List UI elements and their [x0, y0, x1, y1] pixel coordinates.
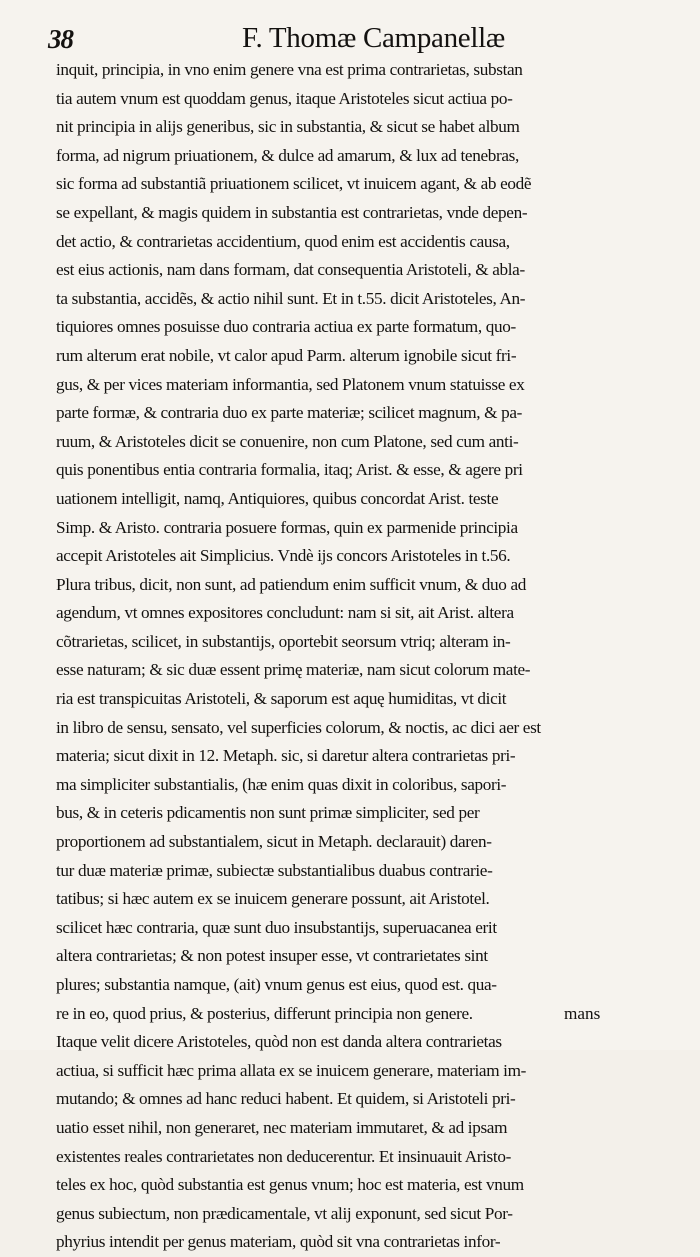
text-line: inquit, principia, in vno enim genere vna est prima contrarietas, substan	[56, 60, 523, 79]
text-line: nit principia in alijs generibus, sic in substantia, & sicut se habet album	[56, 117, 520, 137]
page-header	[48, 14, 628, 60]
text-line: sic forma ad substantiã priuationem scilicet, vt inuicem agant, & ab eodẽ	[56, 174, 532, 194]
text-line: Simp. & Aristo. contraria posuere formas, quin ex parmenide principia	[56, 517, 518, 537]
text-line: scilicet hæc contraria, quæ sunt duo insubstantijs, superuacanea erit	[56, 917, 497, 937]
text-line: in libro de sensu, sensato, vel superficies colorum, & noctis, ac dici aer est	[56, 717, 541, 737]
text-line: quis ponentibus entia contraria formalia, itaq; Arist. & esse, & agere pri	[56, 460, 523, 480]
text-line: altera contrarietas; & non potest insuper esse, vt contrarietates sint	[56, 946, 488, 966]
text-line: plures; substantia namque, (ait) vnum genus est eius, quod est. qua-	[56, 975, 497, 994]
text-line: actiua, si sufficit hæc prima allata ex se inuicem generare, materiam im-	[56, 1060, 526, 1080]
text-line: uatio esset nihil, non generaret, nec materiam immutaret, & ad ipsam	[56, 1117, 508, 1137]
text-line: ta substantia, accidẽs, & actio nihil sunt. Et in t.55. dicit Aristoteles, An-	[56, 288, 526, 308]
text-line: ruum, & Aristoteles dicit se conuenire, non cum Platone, sed cum anti-	[56, 431, 519, 451]
text-line: tiquiores omnes posuisse duo contraria actiua ex parte formatum, quo-	[56, 317, 516, 337]
text-line: existentes reales contrarietates non deducerentur. Et insinuauit Aristo-	[56, 1146, 511, 1166]
text-line: ria est transpicuitas Aristoteli, & saporum est aquę humiditas, vt dicit	[56, 689, 507, 709]
page-number: 38	[48, 24, 73, 54]
text-line: tur duæ materiæ primæ, subiectæ substantialibus duabus contrarie-	[56, 860, 493, 880]
text-line: det actio, & contrarietas accidentium, quod enim est accidentis causa,	[56, 231, 510, 251]
text-line: tia autem vnum est quoddam genus, itaque Aristoteles sicut actiua po-	[56, 88, 513, 108]
text-line: uationem intelligit, namq, Antiquiores, quibus concordat Arist. teste	[56, 488, 499, 508]
text-line: esse naturam; & sic duæ essent primę materiæ, nam sicut colorum mate-	[56, 660, 531, 680]
text-line: gus, & per vices materiam informantia, sed Platonem vnum statuisse ex	[56, 374, 525, 394]
text-line: rum alterum erat nobile, vt calor apud Parm. alterum ignobile sicut fri-	[56, 345, 517, 365]
text-line: Itaque velit dicere Aristoteles, quòd non est danda altera contrarietas	[56, 1032, 502, 1052]
text-line: agendum, vt omnes expositores concludunt: nam si sit, ait Arist. altera	[56, 603, 514, 623]
text-line: parte formæ, & contraria duo ex parte materiæ; scilicet magnum, & pa-	[56, 403, 523, 423]
text-line: ma simpliciter substantialis, (hæ enim quas dixit in coloribus, sapori-	[56, 774, 507, 794]
text-line: bus, & in ceteris pdicamentis non sunt primæ simpliciter, sed per	[56, 803, 480, 823]
text-line: est eius actionis, nam dans formam, dat consequentia Aristoteli, & abla-	[56, 260, 525, 280]
text-line: se expellant, & magis quidem in substantia est contrarietas, vnde depen-	[56, 202, 528, 222]
catchword: mans	[564, 1004, 601, 1023]
text-line: proportionem ad substantialem, sicut in Metaph. declarauit) daren-	[56, 832, 492, 852]
text-line: teles ex hoc, quòd substantia est genus vnum; hoc est materia, est vnum	[56, 1175, 524, 1195]
text-line: materia; sicut dixit in 12. Metaph. sic, si daretur altera contrarietas pri-	[56, 746, 516, 766]
text-line: forma, ad nigrum priuationem, & dulce ad amarum, & lux ad tenebras,	[56, 145, 519, 165]
text-line: re in eo, quod prius, & posterius, differunt principia non genere.	[56, 1003, 473, 1023]
text-line: mutando; & omnes ad hanc reduci habent. Et quidem, si Aristoteli pri-	[56, 1089, 516, 1109]
body-text	[56, 56, 636, 1257]
text-line: accepit Aristoteles ait Simplicius. Vndè ijs concors Aristoteles in t.56.	[56, 546, 511, 566]
text-line: phyrius intendit per genus materiam, quòd sit vna contrarietas infor-	[56, 1232, 501, 1252]
text-line: genus subiectum, non prædicamentale, vt alij exponunt, sed sicut Por-	[56, 1203, 513, 1223]
text-line: tatibus; si hæc autem ex se inuicem generare possunt, ait Aristotel.	[56, 889, 490, 909]
text-line: Plura tribus, dicit, non sunt, ad patiendum enim sufficit vnum, & duo ad	[56, 574, 526, 594]
text-line: cõtrarietas, scilicet, in substantijs, oportebit seorsum vtriq; alteram in-	[56, 631, 511, 651]
running-head: F. Thomæ Campanellæ	[242, 22, 505, 54]
